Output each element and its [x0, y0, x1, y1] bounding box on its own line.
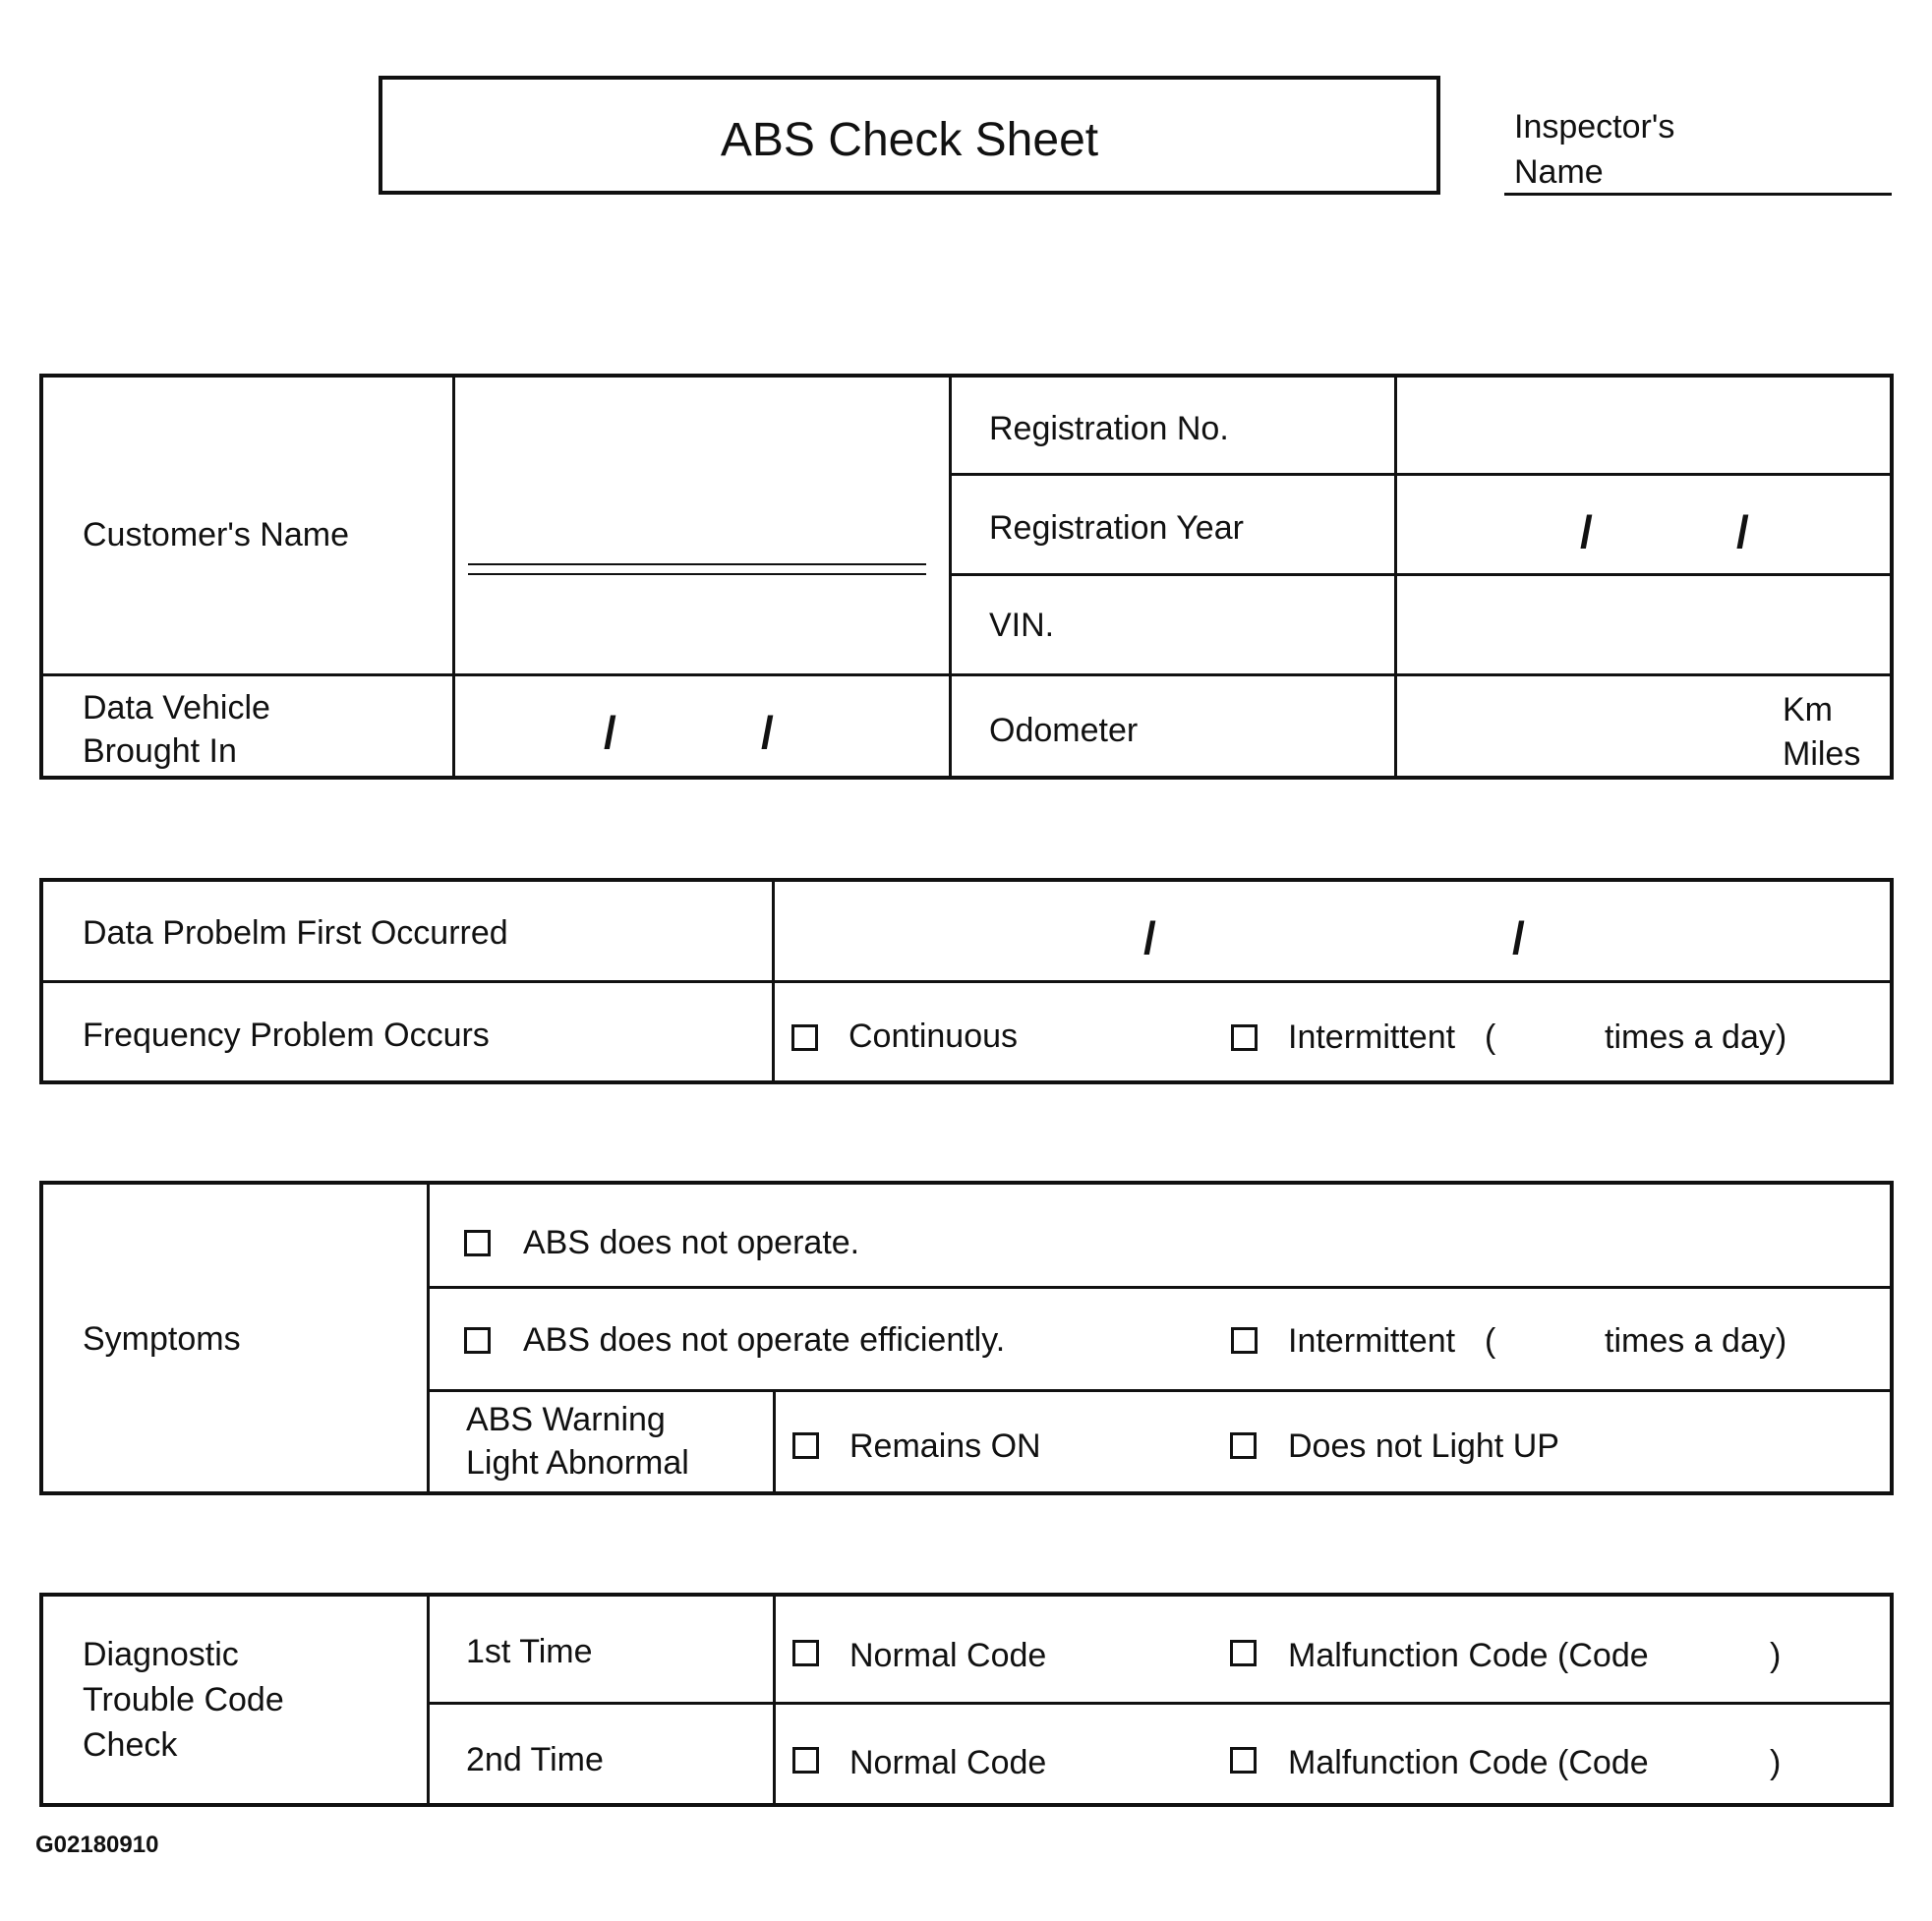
frequency-label: Frequency Problem Occurs — [83, 1017, 490, 1054]
date-separator: / — [1736, 506, 1749, 557]
symptom-intermittent-checkbox[interactable] — [1231, 1327, 1258, 1354]
registration-no-label: Registration No. — [989, 410, 1229, 447]
abs-not-operate-checkbox[interactable] — [464, 1230, 491, 1256]
continuous-label: Continuous — [849, 1018, 1019, 1055]
second-time-label: 2nd Time — [466, 1741, 604, 1778]
first-occurred-label: Data Probelm First Occurred — [83, 914, 508, 952]
customer-name-label: Customer's Name — [83, 516, 350, 553]
divider — [773, 1593, 776, 1807]
odometer-label: Odometer — [989, 712, 1139, 749]
symptom-intermittent-label: Intermittent — [1288, 1322, 1456, 1360]
does-not-light-up-label: Does not Light UP — [1288, 1427, 1559, 1465]
intermittent-checkbox[interactable] — [1231, 1024, 1258, 1051]
date-separator: / — [604, 707, 616, 758]
customer-name-line[interactable] — [468, 573, 926, 575]
second-normal-code-checkbox[interactable] — [792, 1747, 819, 1774]
second-malfunction-code-label: Malfunction Code (Code — [1288, 1744, 1649, 1781]
date-separator: / — [761, 707, 774, 758]
symptoms-label: Symptoms — [83, 1320, 241, 1358]
page-title: ABS Check Sheet — [720, 114, 1099, 166]
vin-field[interactable] — [1398, 576, 1890, 670]
first-time-label: 1st Time — [466, 1633, 593, 1670]
divider — [427, 1389, 1894, 1392]
date-brought-in-label: Data Vehicle Brought In — [83, 689, 270, 770]
first-malfunction-code-label: Malfunction Code (Code — [1288, 1637, 1649, 1674]
inspector-name-line[interactable] — [1504, 193, 1892, 196]
date-separator: / — [1580, 506, 1593, 557]
divider — [427, 1286, 1894, 1289]
divider — [949, 473, 1894, 476]
divider — [452, 374, 455, 780]
continuous-checkbox[interactable] — [791, 1024, 818, 1051]
divider — [427, 1702, 1894, 1705]
abs-not-operate-label: ABS does not operate. — [523, 1224, 860, 1261]
close-paren: ) — [1770, 1637, 1782, 1674]
abs-not-efficient-checkbox[interactable] — [464, 1327, 491, 1354]
divider — [427, 1181, 430, 1495]
remains-on-label: Remains ON — [849, 1427, 1041, 1465]
vin-label: VIN. — [989, 607, 1055, 644]
first-normal-code-label: Normal Code — [849, 1637, 1047, 1674]
remains-on-checkbox[interactable] — [792, 1432, 819, 1459]
divider — [39, 673, 1894, 676]
times-a-day-label: times a day) — [1605, 1019, 1787, 1056]
divider — [773, 1389, 776, 1495]
warning-light-label: ABS Warning Light Abnormal — [466, 1401, 689, 1482]
close-paren: ) — [1770, 1744, 1782, 1781]
intermittent-label: Intermittent — [1288, 1019, 1456, 1056]
customer-name-line[interactable] — [468, 563, 926, 565]
times-a-day-label: times a day) — [1605, 1322, 1787, 1360]
odometer-unit-miles: Miles — [1783, 735, 1861, 773]
date-separator: / — [1143, 912, 1156, 963]
second-malfunction-code-checkbox[interactable] — [1230, 1747, 1257, 1774]
abs-not-efficient-label: ABS does not operate efficiently. — [523, 1321, 1006, 1359]
does-not-light-up-checkbox[interactable] — [1230, 1432, 1257, 1459]
open-paren: ( — [1485, 1322, 1496, 1360]
second-normal-code-label: Normal Code — [849, 1744, 1047, 1781]
inspector-name-label: Inspector's Name — [1514, 108, 1675, 191]
figure-code: G02180910 — [35, 1832, 159, 1858]
odometer-unit-km: Km — [1783, 691, 1833, 728]
first-malfunction-code-checkbox[interactable] — [1230, 1640, 1257, 1666]
first-normal-code-checkbox[interactable] — [792, 1640, 819, 1666]
divider — [1394, 374, 1397, 780]
divider — [427, 1593, 430, 1807]
dtc-check-label: Diagnostic Trouble Code Check — [83, 1636, 284, 1764]
date-separator: / — [1512, 912, 1525, 963]
open-paren: ( — [1485, 1019, 1496, 1056]
registration-no-field[interactable] — [1398, 378, 1890, 472]
divider — [949, 374, 952, 780]
divider — [39, 980, 1894, 983]
registration-year-label: Registration Year — [989, 509, 1244, 547]
